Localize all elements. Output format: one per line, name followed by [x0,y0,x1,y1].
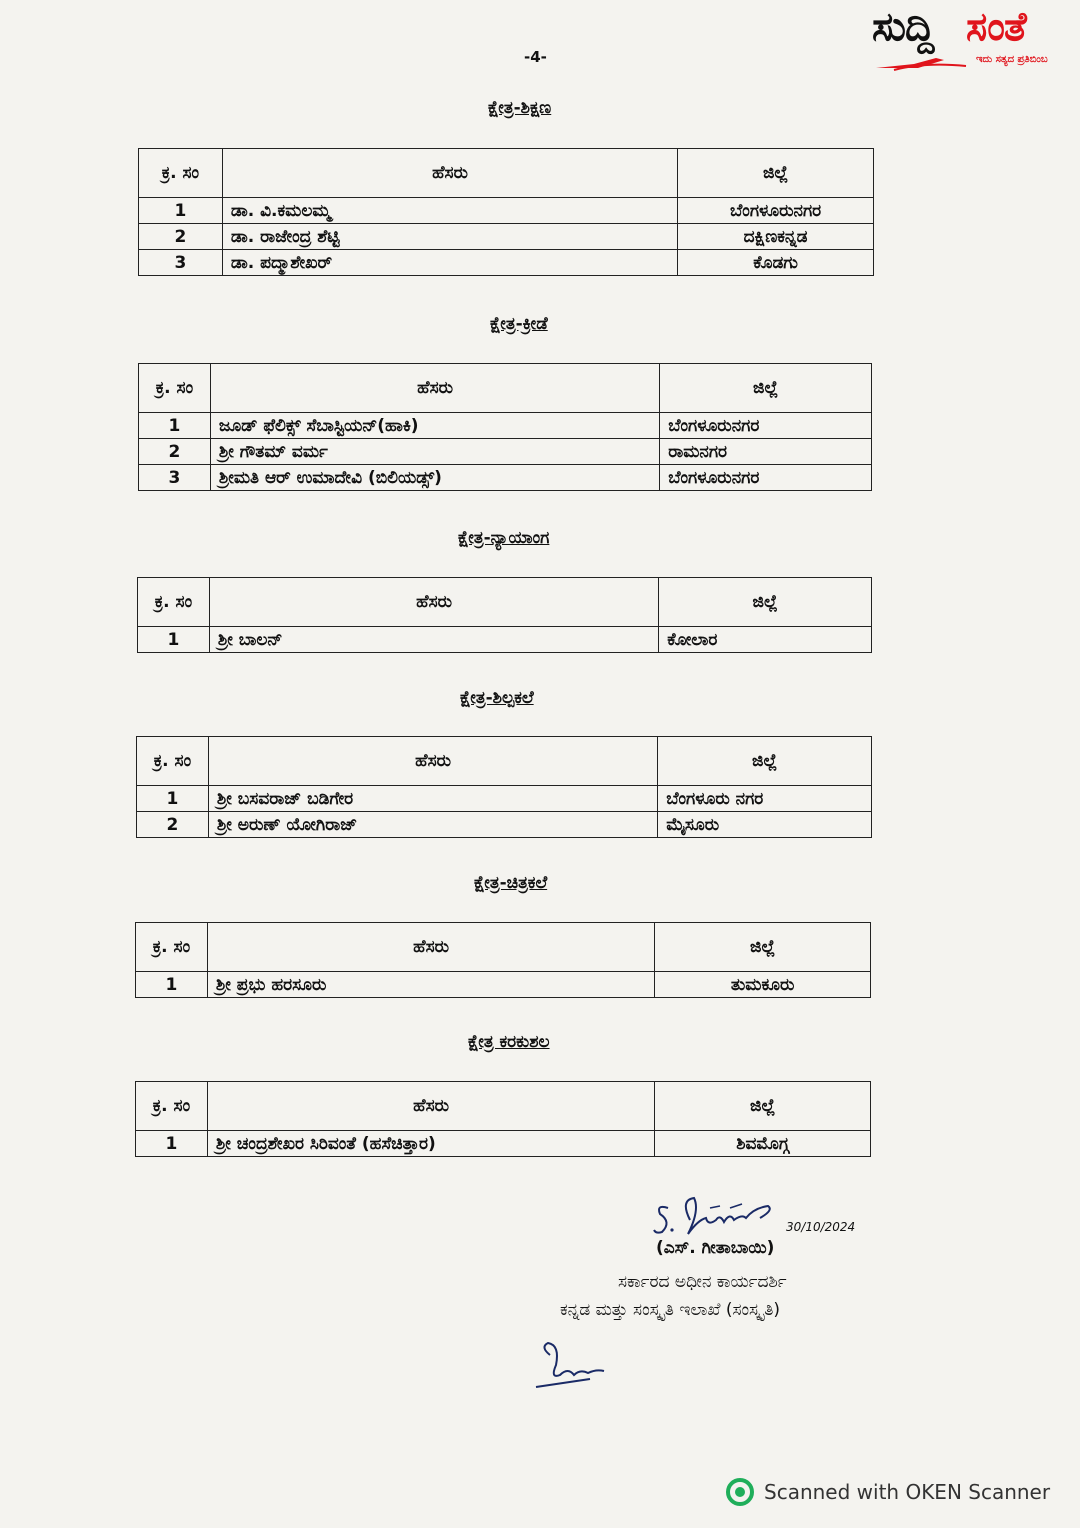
row-sno: 1 [139,413,211,439]
header-district: ಜಿಲ್ಲೆ [659,578,872,627]
row-district: ಕೊಡಗು [678,250,874,276]
row-name: ಶ್ರೀ ಪ್ರಭು ಹರಸೂರು [207,972,654,998]
table-row [139,465,872,491]
row-district: ಮೈಸೂರು [658,812,872,838]
logo-word-1: ಸುದ್ದಿ [872,4,934,50]
handwritten-initial [530,1335,610,1395]
table-header-row [137,737,872,786]
row-district: ತುಮಕೂರು [655,972,871,998]
row-district: ಬೆಂಗಳೂರುನಗರ [660,413,872,439]
signatory-department: ಕನ್ನಡ ಮತ್ತು ಸಂಸ್ಕೃತಿ ಇಲಾಖೆ (ಸಂಸ್ಕೃತಿ) [560,1300,780,1320]
row-sno: 1 [136,972,208,998]
header-sno: ಕ್ರ. ಸಂ [138,578,210,627]
handwritten-signature [650,1190,800,1240]
table-education [138,148,874,276]
section-title-sculpture: ಕ್ಷೇತ್ರ-ಶಿಲ್ಪಕಲೆ [460,688,534,708]
logo-word-2: ಸಂತೆ [966,4,1026,50]
section-title-education: ಕ್ಷೇತ್ರ-ಶಿಕ್ಷಣ [488,98,552,118]
scanner-text: Scanned with OKEN Scanner [764,1480,1051,1504]
header-district: ಜಿಲ್ಲೆ [678,149,874,198]
row-sno: 2 [139,224,223,250]
table-row [139,250,874,276]
row-district: ಬೆಂಗಳೂರುನಗರ [660,465,872,491]
row-sno: 3 [139,250,223,276]
header-name: ಹೆಸರು [209,578,658,627]
signatory-designation: ಸರ್ಕಾರದ ಅಧೀನ ಕಾರ್ಯದರ್ಶಿ [618,1272,787,1292]
signature-date: 30/10/2024 [786,1220,856,1234]
table-row [139,224,874,250]
table-header-row [139,149,874,198]
table-row [137,786,872,812]
row-name: ಶ್ರೀ ಬಸವರಾಜ್ ಬಡಿಗೇರ [208,786,657,812]
table-row [137,812,872,838]
section-title-handicrafts: ಕ್ಷೇತ್ರ ಕರಕುಶಲ [468,1032,550,1052]
table-row [139,413,872,439]
row-sno: 1 [137,786,209,812]
row-sno: 2 [139,439,211,465]
header-name: ಹೆಸರು [222,149,677,198]
header-sno: ಕ್ರ. ಸಂ [136,923,208,972]
table-row [139,439,872,465]
row-name: ಶ್ರೀ ಗೌತಮ್ ವರ್ಮ [210,439,659,465]
header-sno: ಕ್ರ. ಸಂ [139,149,223,198]
row-sno: 1 [138,627,210,653]
row-sno: 2 [137,812,209,838]
section-title-sports: ಕ್ಷೇತ್ರ-ಕ್ರೀಡೆ [490,314,548,334]
header-district: ಜಿಲ್ಲೆ [658,737,872,786]
row-sno: 1 [136,1131,208,1157]
row-name: ಡಾ. ವಿ.ಕಮಲಮ್ಮ [222,198,677,224]
header-name: ಹೆಸರು [208,737,657,786]
table-sculpture [136,736,872,838]
table-row [138,627,872,653]
row-district: ಕೋಲಾರ [659,627,872,653]
table-handicrafts [135,1081,871,1157]
table-row [136,972,871,998]
pen-icon [874,54,974,72]
row-name: ಶ್ರೀ ಬಾಲನ್ [209,627,658,653]
header-district: ಜಿಲ್ಲೆ [655,1082,871,1131]
sudhi-sante-logo [866,4,1072,72]
header-name: ಹೆಸರು [210,364,659,413]
oken-scanner-icon [726,1478,754,1506]
header-district: ಜಿಲ್ಲೆ [655,923,871,972]
table-header-row [138,578,872,627]
table-header-row [136,1082,871,1131]
row-name: ಜೂಡ್ ಫೆಲಿಕ್ಸ್ ಸೆಬಾಸ್ಟಿಯನ್(ಹಾಕಿ) [210,413,659,439]
header-name: ಹೆಸರು [207,923,654,972]
table-row [139,198,874,224]
table-judiciary [137,577,872,653]
table-row [136,1131,871,1157]
table-header-row [139,364,872,413]
table-sports [138,363,872,491]
header-name: ಹೆಸರು [207,1082,654,1131]
signatory-name: (ಎಸ್. ಗೀತಾಬಾಯಿ) [656,1238,775,1258]
row-name: ಡಾ. ಪದ್ಮಾಶೇಖರ್ [222,250,677,276]
logo-tagline: ಇದು ಸತ್ಯದ ಪ್ರತಿಬಿಂಬ [976,54,1048,65]
table-header-row [136,923,871,972]
row-name: ಶ್ರೀಮತಿ ಆರ್ ಉಮಾದೇವಿ (ಬಿಲಿಯಡ್ಸ್) [210,465,659,491]
row-district: ದಕ್ಷಿಣಕನ್ನಡ [678,224,874,250]
section-title-painting: ಕ್ಷೇತ್ರ-ಚಿತ್ರಕಲೆ [474,873,548,893]
header-sno: ಕ್ರ. ಸಂ [139,364,211,413]
row-district: ಬೆಂಗಳೂರು ನಗರ [658,786,872,812]
header-sno: ಕ್ರ. ಸಂ [137,737,209,786]
header-district: ಜಿಲ್ಲೆ [660,364,872,413]
header-sno: ಕ್ರ. ಸಂ [136,1082,208,1131]
row-district: ಶಿವಮೊಗ್ಗ [655,1131,871,1157]
row-sno: 3 [139,465,211,491]
page-number: -4- [524,48,547,66]
section-title-judiciary: ಕ್ಷೇತ್ರ-ನ್ಯಾಯಾಂಗ [458,528,550,548]
row-sno: 1 [139,198,223,224]
row-name: ಡಾ. ರಾಜೇಂದ್ರ ಶೆಟ್ಟಿ [222,224,677,250]
row-name: ಶ್ರೀ ಚಂದ್ರಶೇಖರ ಸಿರಿವಂತೆ (ಹಸೆಚಿತ್ತಾರ) [207,1131,654,1157]
row-district: ರಾಮನಗರ [660,439,872,465]
row-district: ಬೆಂಗಳೂರುನಗರ [678,198,874,224]
scanner-watermark [726,1478,1050,1506]
row-name: ಶ್ರೀ ಅರುಣ್ ಯೋಗಿರಾಜ್ [208,812,657,838]
table-painting [135,922,871,998]
